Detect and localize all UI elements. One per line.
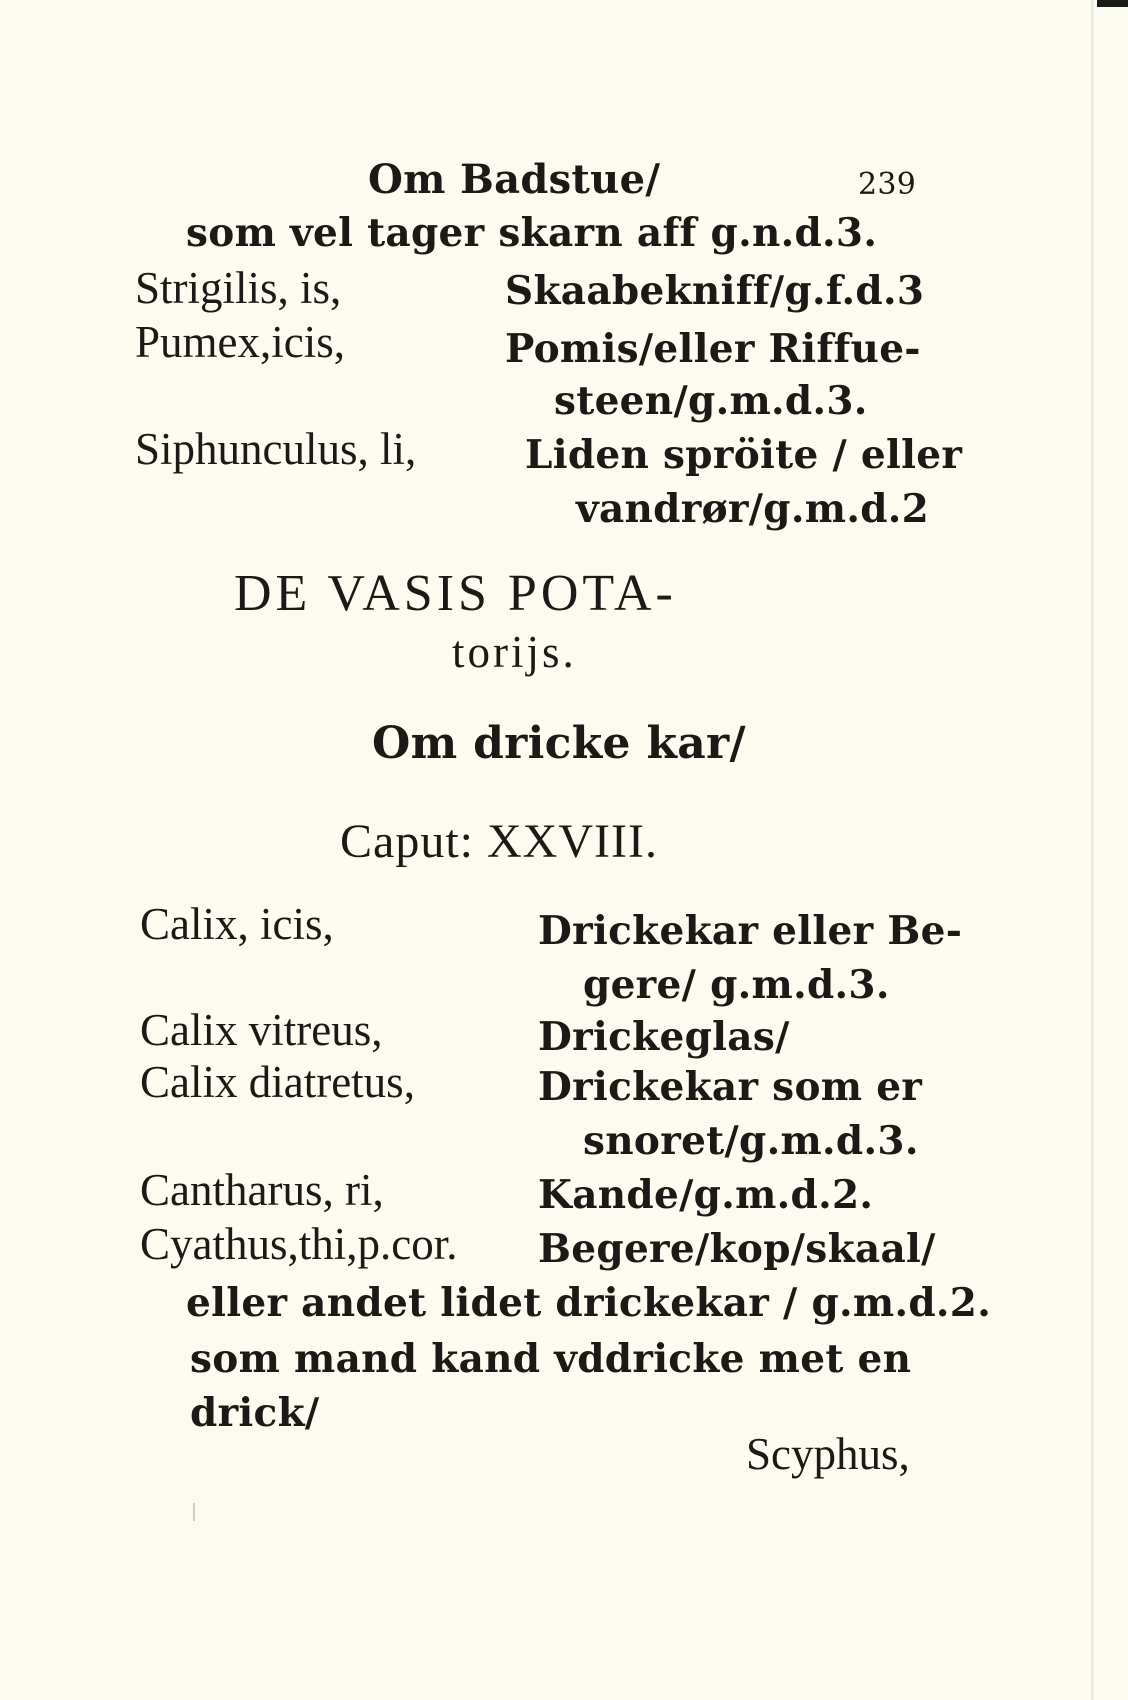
corner-mark <box>1097 0 1128 7</box>
intro-line: som vel tager skarn aff g.n.d.3. <box>186 210 878 256</box>
continuation-line-1: eller andet lidet drickekar / g.m.d.2. <box>186 1280 992 1326</box>
entry-danish-calix-diatretus-1: Drickekar som er <box>538 1064 923 1110</box>
entry-latin-strigilis: Strigilis, is, <box>135 263 342 313</box>
section-subtitle: Om dricke kar/ <box>372 718 746 769</box>
entry-danish-calix-1: Drickekar eller Be- <box>538 908 963 954</box>
entry-danish-cantharus: Kande/g.m.d.2. <box>538 1172 874 1218</box>
entry-latin-cyathus: Cyathus,thi,p.cor. <box>140 1219 458 1269</box>
entry-danish-siphunculus-1: Liden spröite / eller <box>525 432 963 478</box>
catchword: Scyphus, <box>746 1429 910 1479</box>
section-title-line1: DE VASIS POTA- <box>234 565 677 622</box>
entry-latin-pumex: Pumex,icis, <box>135 317 345 367</box>
caput-heading: Caput: XXVIII. <box>340 815 658 868</box>
ink-speck <box>193 1503 195 1521</box>
running-header: Om Badstue/ <box>368 156 661 203</box>
entry-latin-cantharus: Cantharus, ri, <box>140 1165 384 1215</box>
entry-latin-calix: Calix, icis, <box>140 899 334 949</box>
entry-latin-calix-diatretus: Calix diatretus, <box>140 1057 415 1107</box>
entry-latin-calix-vitreus: Calix vitreus, <box>140 1005 383 1055</box>
entry-danish-cyathus: Begere/kop/skaal/ <box>538 1226 936 1272</box>
continuation-line-3: drick/ <box>190 1390 320 1436</box>
section-title-line2: torijs. <box>452 627 577 677</box>
page-number: 239 <box>858 167 917 202</box>
continuation-line-2: som mand kand vddricke met en <box>190 1336 912 1382</box>
entry-latin-siphunculus: Siphunculus, li, <box>135 424 417 474</box>
entry-danish-calix-vitreus: Drickeglas/ <box>538 1014 790 1060</box>
entry-danish-strigilis: Skaabekniff/g.f.d.3 <box>505 268 925 314</box>
entry-danish-siphunculus-2: vandrør/g.m.d.2 <box>576 486 930 532</box>
page-edge-line <box>1091 0 1094 1700</box>
entry-danish-pumex-2: steen/g.m.d.3. <box>554 378 868 424</box>
entry-danish-calix-2: gere/ g.m.d.3. <box>583 962 890 1008</box>
entry-danish-calix-diatretus-2: snoret/g.m.d.3. <box>583 1118 919 1164</box>
entry-danish-pumex-1: Pomis/eller Riffue- <box>505 326 921 372</box>
